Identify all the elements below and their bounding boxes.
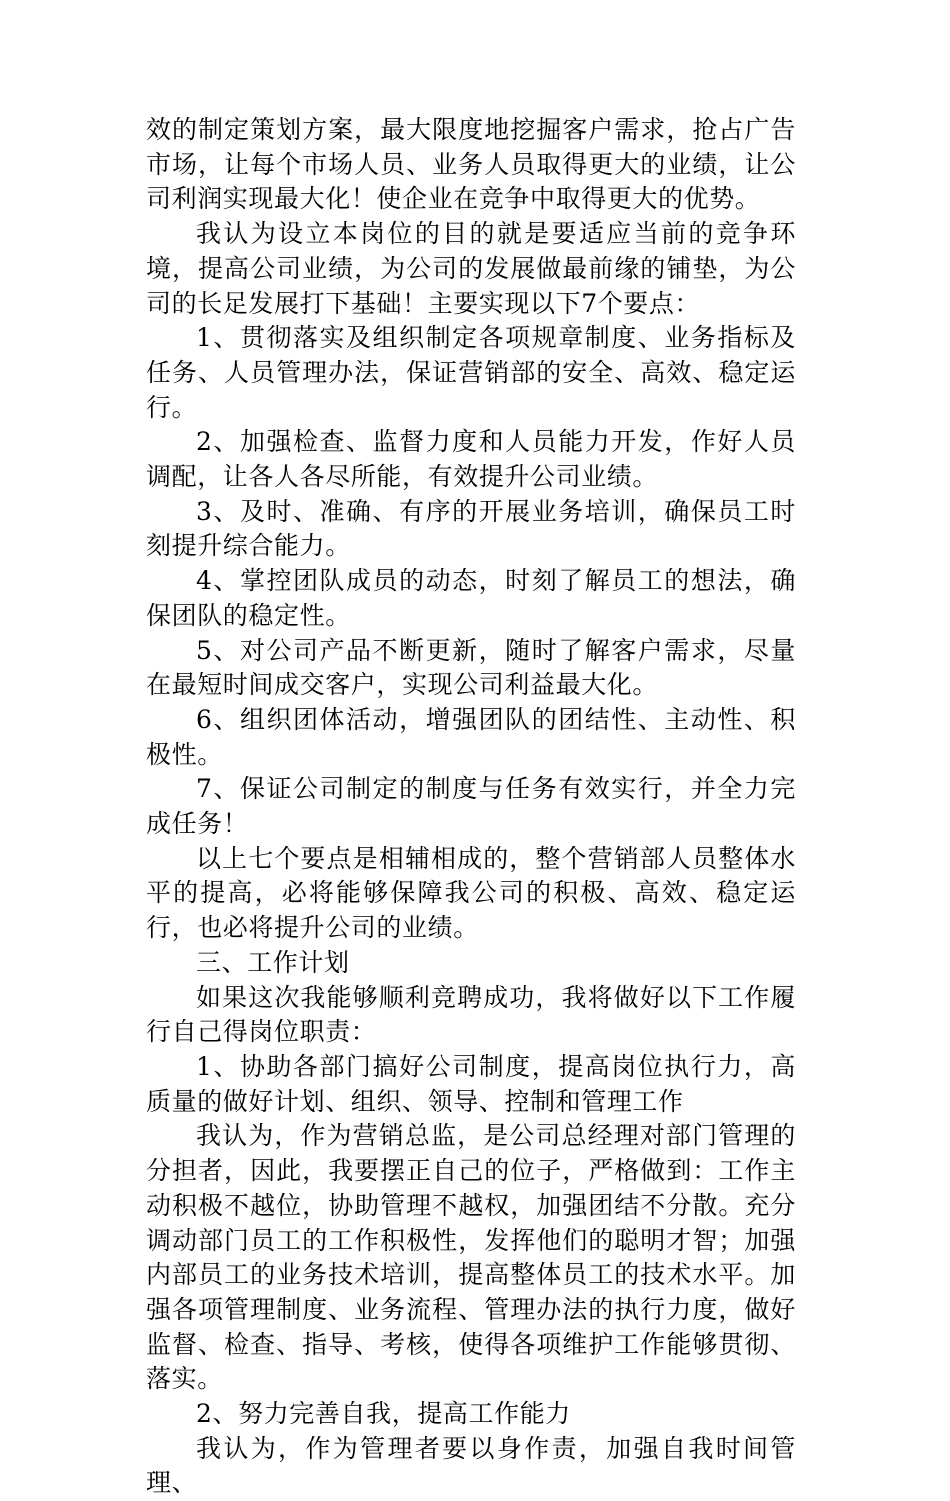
- paragraph-5: 3、及时、准确、有序的开展业务培训，确保员工时刻提升综合能力。: [146, 496, 796, 561]
- paragraph-9: 7、保证公司制定的制度与任务有效实行，并全力完成任务！: [146, 774, 796, 839]
- paragraph-3: 1、贯彻落实及组织制定各项规章制度、业务指标及任务、人员管理办法，保证营销部的安全、高效、稳定运行。: [146, 323, 796, 422]
- paragraph-14: 我认为，作为营销总监，是公司总经理对部门管理的分担者，因此，我要摆正自己的位子，严格做到：工作主动积极不越位，协助管理不越权，加强团结不分散。充分调动部门员工的工作积极性，发挥他们的聪明才智；加强内部员工的业务技术培训，提高整体员工的技术水平。加强各项管理制度、业务流程、管理办法的执行力度，做好监督、检查、指导、考核，使得各项维护工作能够贯彻、落实。: [146, 1121, 796, 1394]
- paragraph-8: 6、组织团体活动，增强团队的团结性、主动性、积极性。: [146, 704, 796, 769]
- paragraph-12: 如果这次我能够顺利竞聘成功，我将做好以下工作履行自己得岗位职责：: [146, 982, 796, 1047]
- paragraph-15: 2、努力完善自我，提高工作能力: [196, 1399, 571, 1429]
- paragraph-16: 我认为，作为管理者要以身作责，加强自我时间管理、: [146, 1433, 796, 1498]
- paragraph-6: 4、掌控团队成员的动态，时刻了解员工的想法，确保团队的稳定性。: [146, 566, 796, 630]
- paragraph-2: 我认为设立本岗位的目的就是要适应当前的竞争环境，提高公司业绩，为公司的发展做最前缘的铺垫，为公司的长足发展打下基础！主要实现以下7个要点：: [146, 219, 796, 318]
- document-page: [146, 113, 796, 1501]
- paragraph-13: 1、协助各部门搞好公司制度，提高岗位执行力，高质量的做好计划、组织、领导、控制和管理工作: [146, 1051, 796, 1116]
- paragraph-10: 以上七个要点是相辅相成的，整个营销部人员整体水平的提高，必将能够保障我公司的积极、高效、稳定运行，也必将提升公司的业绩。: [146, 843, 796, 943]
- paragraph-1: 效的制定策划方案，最大限度地挖掘客户需求，抢占广告市场，让每个市场人员、业务人员取得更大的业绩，让公司利润实现最大化！使企业在竞争中取得更大的优势。: [146, 115, 796, 214]
- paragraph-4: 2、加强检查、监督力度和人员能力开发，作好人员调配，让各人各尽所能，有效提升公司业绩。: [146, 427, 796, 492]
- paragraph-7: 5、对公司产品不断更新，随时了解客户需求，尽量在最短时间成交客户，实现公司利益最大化。: [146, 635, 796, 700]
- section-heading: 三、工作计划: [196, 947, 350, 977]
